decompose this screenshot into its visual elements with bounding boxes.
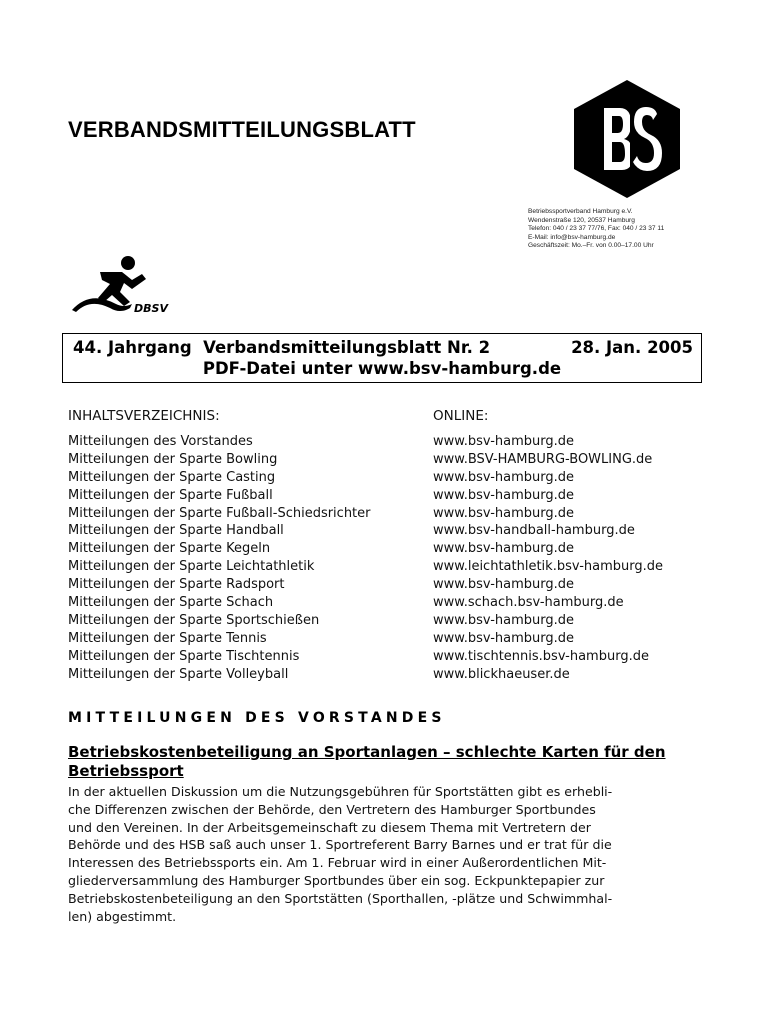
toc-entry-label: Mitteilungen der Sparte Radsport	[68, 577, 285, 593]
issue-date: 28. Jan. 2005	[571, 338, 693, 357]
toc-row	[68, 666, 708, 684]
toc-entry-url[interactable]: www.bsv-hamburg.de	[433, 541, 575, 557]
address-line-phone: Telefon: 040 / 23 37 77/76, Fax: 040 / 23 37 11	[528, 225, 665, 233]
toc-row	[68, 505, 708, 523]
pdf-notice: PDF-Datei unter www.bsv-hamburg.de	[202, 359, 562, 378]
toc-entry-label: Mitteilungen der Sparte Sportschießen	[68, 612, 320, 628]
dbsv-logo-text: DBSV	[134, 302, 168, 315]
article-line: Betriebskostenbeteiligung an den Sportstätten (Sporthallen, -plätze und Schwimmhal-	[68, 890, 613, 906]
toc-row	[68, 433, 708, 451]
address-line-org: Betriebssportverband Hamburg e.V.	[528, 208, 633, 215]
masthead-title: VERBANDSMITTEILUNGSBLATT	[68, 117, 416, 142]
toc-entry-url[interactable]: www.bsv-handball-hamburg.de	[433, 523, 635, 539]
toc-entry-url[interactable]: www.blickhaeuser.de	[433, 666, 570, 682]
toc-entry-url[interactable]: www.bsv-hamburg.de	[433, 505, 575, 521]
address-line-hours: Geschäftszeit: Mo.–Fr. von 0.00–17.00 Uhr	[528, 242, 654, 250]
article-line: und den Vereinen. In der Arbeitsgemeinschaft zu diesem Thema mit Vertretern der	[68, 819, 591, 835]
article-line: gliederversammlung des Hamburger Sportbundes über ein sog. Eckpunktepapier zur	[68, 872, 605, 888]
toc-entry-label: Mitteilungen der Sparte Kegeln	[68, 541, 271, 557]
article-line: In der aktuellen Diskussion um die Nutzungsgebühren für Sportstätten gibt es erhebli-	[68, 784, 613, 799]
section-heading: MITTEILUNGEN DES VORSTANDES	[68, 710, 446, 726]
toc-entry-label: Mitteilungen der Sparte Fußball-Schiedsrichter	[68, 505, 371, 521]
toc-row	[68, 648, 708, 666]
toc-entry-url[interactable]: www.bsv-hamburg.de	[433, 487, 575, 503]
bs-logo	[570, 78, 684, 200]
toc-entry-url[interactable]: www.tischtennis.bsv-hamburg.de	[433, 648, 649, 664]
online-header: ONLINE:	[433, 408, 489, 424]
toc-entry-url[interactable]: www.schach.bsv-hamburg.de	[433, 595, 624, 611]
toc-entry-url[interactable]: www.bsv-hamburg.de	[433, 469, 575, 485]
toc-entry-label: Mitteilungen der Sparte Casting	[68, 469, 276, 485]
toc-entry-label: Mitteilungen der Sparte Handball	[68, 523, 284, 539]
toc-entry-label: Mitteilungen der Sparte Leichtathletik	[68, 559, 315, 575]
toc-entry-url[interactable]: www.BSV-HAMBURG-BOWLING.de	[433, 451, 653, 467]
toc-entry-label: Mitteilungen des Vorstandes	[68, 434, 253, 449]
toc-header: INHALTSVERZEICHNIS:	[68, 408, 220, 424]
toc-entry-label: Mitteilungen der Sparte Bowling	[68, 451, 278, 467]
article-line: Interessen des Betriebssports ein. Am 1. Februar wird in einer Außerordentlichen Mit-	[68, 855, 607, 871]
issue-info: 44. Jahrgang Verbandsmitteilungsblatt Nr. 2	[73, 338, 491, 357]
address-line-street: Wendenstraße 120, 20537 Hamburg	[528, 216, 635, 224]
toc-entry-label: Mitteilungen der Sparte Volleyball	[68, 666, 289, 682]
toc-row	[68, 594, 708, 612]
toc-entry-label: Mitteilungen der Sparte Tennis	[68, 630, 267, 646]
table-of-contents	[68, 408, 708, 683]
toc-entry-url[interactable]: www.leichtathletik.bsv-hamburg.de	[433, 559, 663, 575]
toc-row	[68, 469, 708, 487]
address-block	[528, 208, 764, 251]
article-line: Behörde und des HSB saß auch unser 1. Sportreferent Barry Barnes und er trat für die	[68, 837, 612, 853]
article-line: len) abgestimmt.	[68, 908, 177, 924]
article-body	[68, 783, 704, 925]
toc-entry-url[interactable]: www.bsv-hamburg.de	[433, 630, 575, 646]
dbsv-logo	[70, 252, 174, 316]
toc-entry-url[interactable]: www.bsv-hamburg.de	[433, 434, 575, 449]
toc-row	[68, 487, 708, 505]
article-line: che Differenzen zwischen der Behörde, den Vertretern des Hamburger Sportbundes	[68, 801, 596, 817]
headline-box	[62, 333, 702, 383]
toc-rows	[68, 433, 708, 683]
toc-row	[68, 630, 708, 648]
toc-row	[68, 576, 708, 594]
toc-row	[68, 558, 708, 576]
toc-row	[68, 451, 708, 469]
address-line-email: E-Mail: info@bsv-hamburg.de	[528, 233, 616, 241]
toc-entry-label: Mitteilungen der Sparte Tischtennis	[68, 648, 300, 664]
toc-row	[68, 522, 708, 540]
toc-entry-label: Mitteilungen der Sparte Schach	[68, 595, 274, 611]
article-title: Betriebskostenbeteiligung an Sportanlagen – schlechte Karten für den Betriebssport	[68, 743, 666, 780]
toc-entry-url[interactable]: www.bsv-hamburg.de	[433, 577, 575, 593]
toc-entry-label: Mitteilungen der Sparte Fußball	[68, 487, 273, 503]
toc-entry-url[interactable]: www.bsv-hamburg.de	[433, 612, 575, 628]
toc-row	[68, 540, 708, 558]
toc-row	[68, 612, 708, 630]
